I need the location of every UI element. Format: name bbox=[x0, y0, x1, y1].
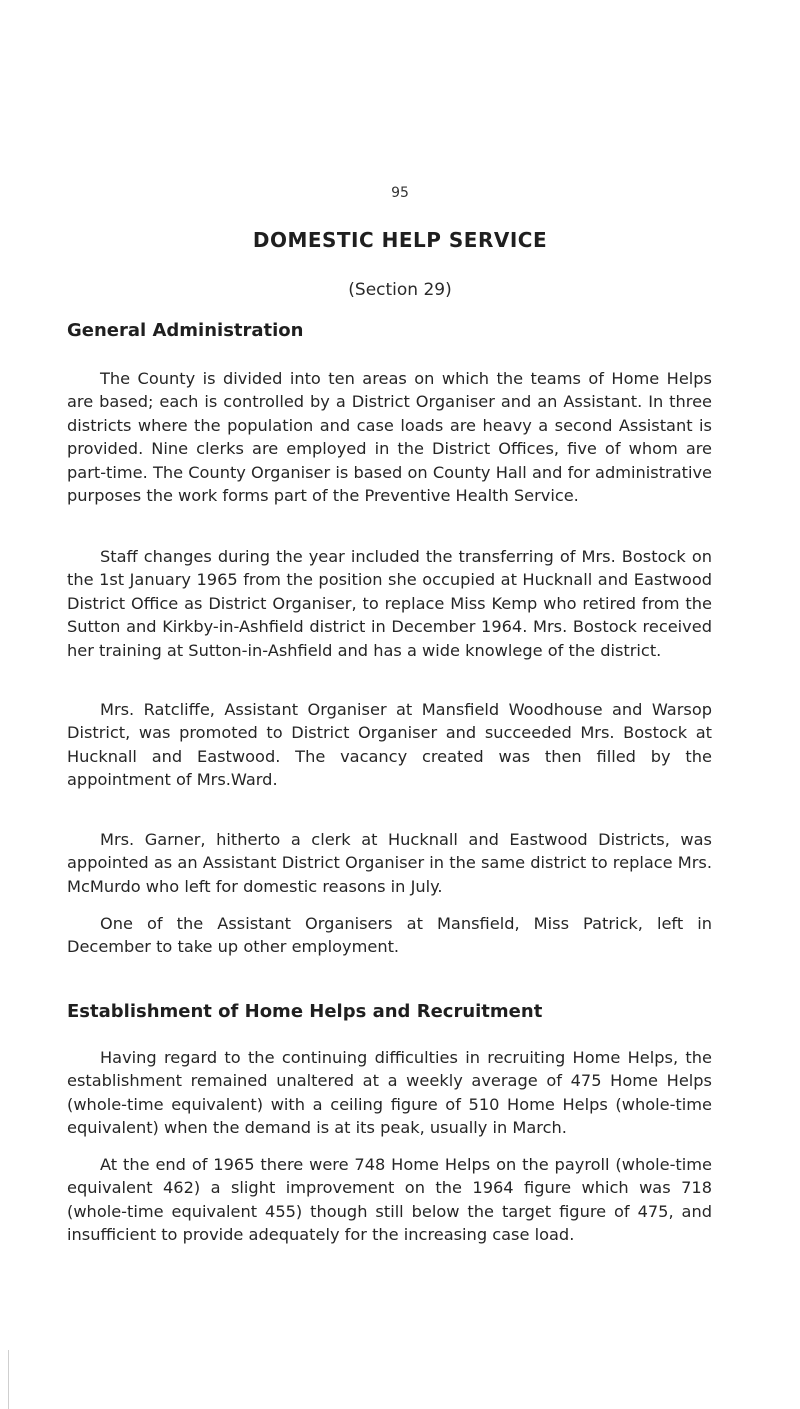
paragraph-county-organisation: The County is divided into ten areas on which the teams of Home Helps are based; each is controlled by a District Organiser and an Assistant. In three districts where the population and case loads are heavy a second Assistant is provided. Nine clerks are employed in the District Offices, five of whom are part-time. The County Organiser is based on County Hall and for administrative purposes the work forms part of the Preventive Health Service. bbox=[67, 369, 712, 506]
scan-edge-line bbox=[8, 1350, 9, 1409]
heading-establishment-recruitment: Establishment of Home Helps and Recruitment bbox=[67, 1001, 543, 1022]
paragraph-staff-changes: Staff changes during the year included the transferring of Mrs. Bostock on the 1st January 1965 from the position she occupied at Hucknall and Eastwood District Office as District Organiser, to replace Miss Kemp who retired from the Sutton and Kirkby-in-Ashfield district in December 1964. Mrs. Bostock received her training at Sutton-in-Ashfield and has a wide knowlege of the district. bbox=[67, 547, 712, 660]
paragraph-patrick-departure: One of the Assistant Organisers at Mansfield, Miss Patrick, left in December to take up other employment. bbox=[67, 914, 712, 957]
section-reference: (Section 29) bbox=[348, 280, 452, 300]
paragraph-ratcliffe-promotion: Mrs. Ratcliffe, Assistant Organiser at Mansfield Woodhouse and Warsop District, was promoted to District Organiser and succeeded Mrs. Bostock at Hucknall and Eastwood. The vacancy created was then filled by the appointment of Mrs.Ward. bbox=[67, 700, 712, 790]
page-title: DOMESTIC HELP SERVICE bbox=[252, 228, 548, 252]
heading-general-administration: General Administration bbox=[67, 320, 304, 341]
page-number: 95 bbox=[391, 185, 409, 201]
paragraph-payroll-figures: At the end of 1965 there were 748 Home Helps on the payroll (whole-time equivalent 462) a slight improvement on the 1964 figure which was 718 (whole-time equivalent 455) though still below the target figure of 475, and insufficient to provide adequately for the increasing case load. bbox=[67, 1155, 712, 1245]
paragraph-establishment: Having regard to the continuing difficulties in recruiting Home Helps, the establishment remained unaltered at a weekly average of 475 Home Helps (whole-time equivalent) with a ceiling figure of 510 Home Helps (whole-time equivalent) when the demand is at its peak, usually in March. bbox=[67, 1048, 712, 1138]
paragraph-garner-appointment: Mrs. Garner, hitherto a clerk at Hucknall and Eastwood Districts, was appointed as an Assistant District Organiser in the same district to replace Mrs. McMurdo who left for domestic reasons in July. bbox=[67, 830, 712, 896]
